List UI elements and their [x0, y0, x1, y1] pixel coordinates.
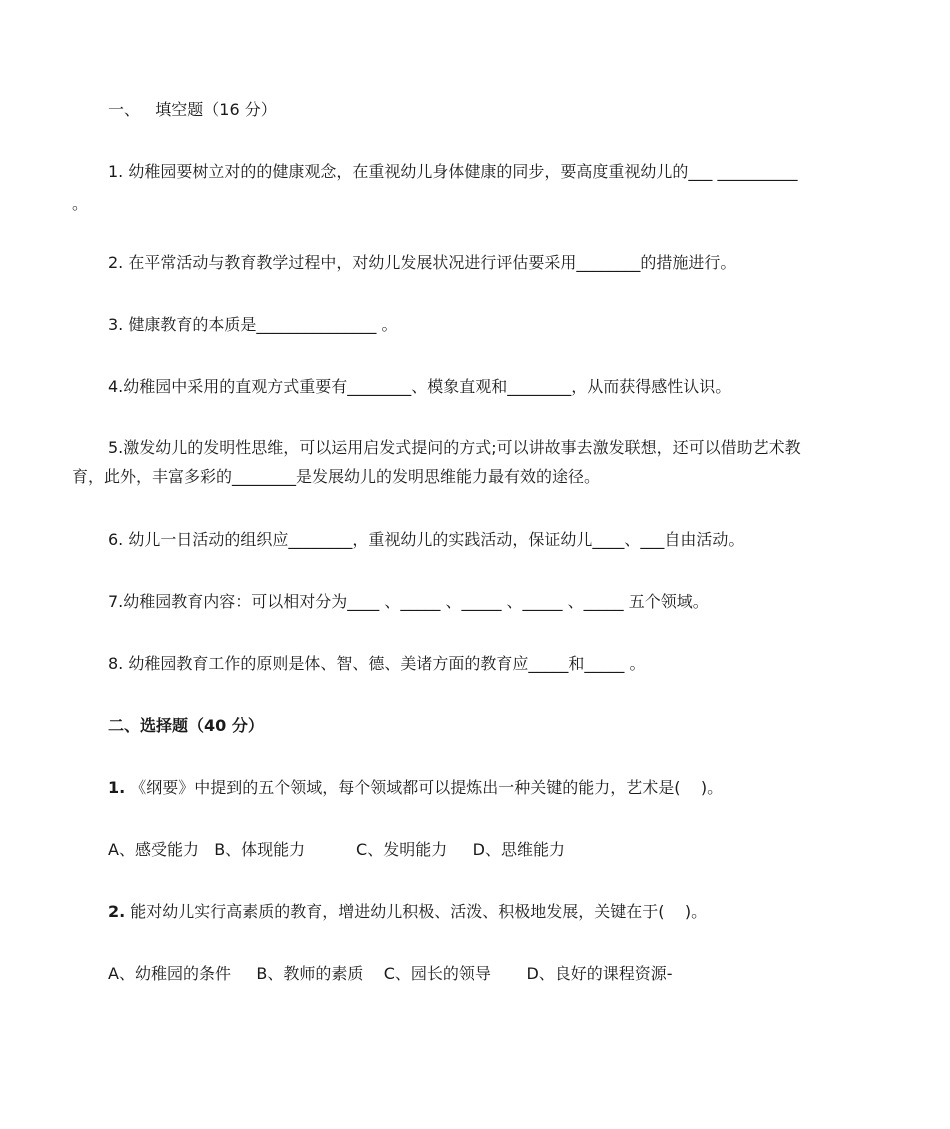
question-1-line-2: 。 — [72, 194, 89, 213]
question-4: 4.幼稚园中采用的直观方式重要有________、模象直观和________，从而获得感性认识。 — [108, 377, 732, 396]
question-8: 8. 幼稚园教育工作的原则是体、智、德、美诸方面的教育应_____和_____ 。 — [108, 654, 646, 673]
mc-question-2-options: A、幼稚园的条件 B、教师的素质 C、园长的领导 D、良好的课程资源- — [108, 964, 673, 983]
question-5-line-2: 育，此外，丰富多彩的________是发展幼儿的发明思维能力最有效的途径。 — [72, 467, 601, 486]
section2-title: 二、选择题（40 分） — [108, 716, 264, 735]
question-2: 2. 在平常活动与教育教学过程中，对幼儿发展状况进行评估要采用________的措施进行。 — [108, 253, 737, 272]
question-5-line-1: 5.激发幼儿的发明性思维，可以运用启发式提问的方式;可以讲故事去激发联想，还可以借助艺术教 — [108, 438, 801, 457]
mc-question-2-text: 能对幼儿实行高素质的教育，增进幼儿积极、活泼、积极地发展，关键在于( )。 — [125, 902, 708, 921]
section1-title: 一、 填空题（16 分） — [108, 100, 277, 119]
mc-question-2-number: 2. — [108, 902, 126, 921]
question-1-line-1: 1. 幼稚园要树立对的的健康观念，在重视幼儿身体健康的同步，要高度重视幼儿的___ __________ — [108, 162, 798, 181]
question-3: 3. 健康教育的本质是_______________ 。 — [108, 315, 398, 334]
mc-question-1-options: A、感受能力 B、体现能力 C、发明能力 D、思维能力 — [108, 840, 565, 859]
mc-question-1 — [108, 777, 723, 799]
mc-question-1-text: 《纲要》中提到的五个领域，每个领域都可以提炼出一种关键的能力，艺术是( )。 — [125, 778, 724, 797]
mc-question-2 — [108, 901, 707, 923]
mc-question-1-number: 1. — [108, 778, 126, 797]
question-6: 6. 幼儿一日活动的组织应________，重视幼儿的实践活动，保证幼儿____、___自由活动。 — [108, 530, 745, 549]
question-7: 7.幼稚园教育内容：可以相对分为____ 、_____ 、_____ 、_____ 、_____ 五个领域。 — [108, 592, 709, 611]
